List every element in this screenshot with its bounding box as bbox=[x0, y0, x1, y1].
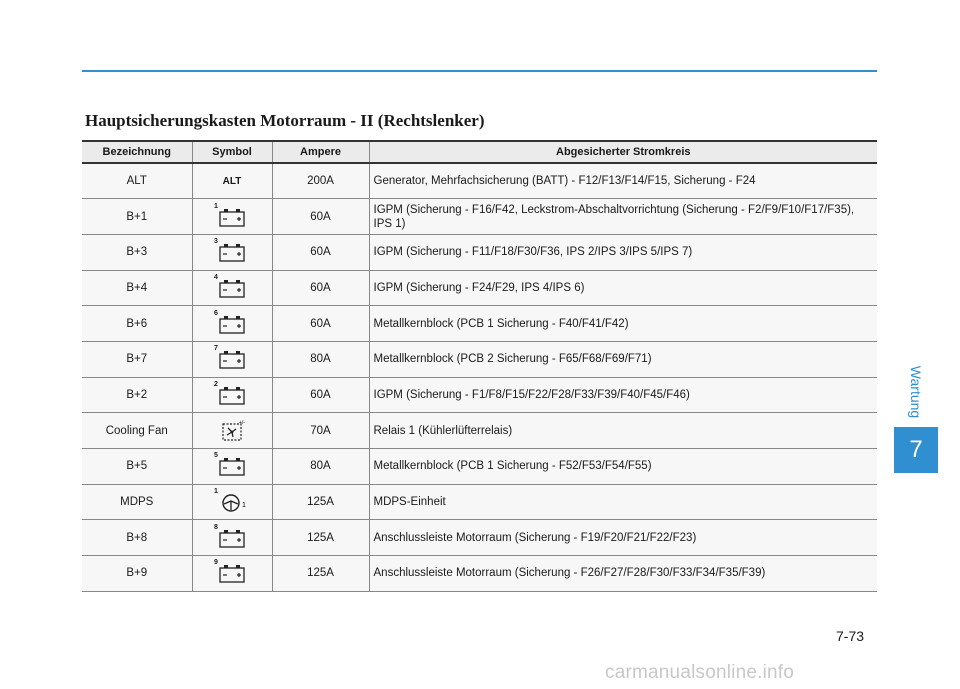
table-row bbox=[82, 234, 877, 270]
designation-cell: Cooling Fan bbox=[82, 413, 192, 449]
ampere-cell: 60A bbox=[272, 306, 369, 342]
circuit-cell: Anschlussleiste Motorraum (Sicherung - F19/F20/F21/F22/F23) bbox=[369, 520, 877, 556]
fuse-table bbox=[82, 140, 877, 592]
alt-symbol-label: ALT bbox=[222, 176, 242, 188]
top-rule bbox=[82, 70, 877, 72]
symbol-number: 9 bbox=[214, 559, 218, 567]
symbol-cell bbox=[192, 234, 272, 270]
table-row bbox=[82, 377, 877, 413]
circuit-cell: Metallkernblock (PCB 1 Sicherung - F40/F41/F42) bbox=[369, 306, 877, 342]
ampere-cell: 200A bbox=[272, 163, 369, 199]
symbol-number: 5 bbox=[214, 452, 218, 460]
ampere-cell: 60A bbox=[272, 234, 369, 270]
table-row bbox=[82, 413, 877, 449]
symbol-cell bbox=[192, 520, 272, 556]
header-designation: Bezeichnung bbox=[82, 141, 192, 163]
symbol-cell bbox=[192, 556, 272, 592]
symbol-cell bbox=[192, 377, 272, 413]
symbol-cell bbox=[192, 449, 272, 485]
symbol-cell bbox=[192, 163, 272, 199]
designation-cell: B+3 bbox=[82, 234, 192, 270]
circuit-cell: Metallkernblock (PCB 2 Sicherung - F65/F68/F69/F71) bbox=[369, 341, 877, 377]
battery-icon bbox=[212, 380, 252, 406]
chapter-side-label-text: Wartung bbox=[908, 365, 924, 419]
steering-wheel-icon bbox=[212, 488, 252, 513]
watermark: carmanualsonline.info bbox=[605, 662, 795, 683]
ampere-cell: 60A bbox=[272, 377, 369, 413]
symbol-number: 4 bbox=[214, 273, 218, 281]
designation-cell: B+4 bbox=[82, 270, 192, 306]
page-number: 7-73 bbox=[836, 628, 865, 644]
table-header-row bbox=[82, 141, 877, 163]
symbol-cell bbox=[192, 413, 272, 449]
chapter-side-label bbox=[894, 360, 938, 424]
table-row bbox=[82, 449, 877, 485]
battery-icon bbox=[212, 345, 252, 370]
battery-icon bbox=[212, 238, 252, 263]
designation-cell: B+2 bbox=[82, 377, 192, 413]
header-circuit: Abgesicherter Stromkreis bbox=[369, 141, 877, 163]
circuit-cell: MDPS-Einheit bbox=[369, 484, 877, 520]
ampere-cell: 70A bbox=[272, 413, 369, 449]
designation-cell: B+5 bbox=[82, 449, 192, 485]
ampere-cell: 60A bbox=[272, 199, 369, 235]
symbol-number: 6 bbox=[214, 309, 218, 317]
fan-icon bbox=[212, 420, 252, 442]
ampere-cell: 125A bbox=[272, 484, 369, 520]
table-row bbox=[82, 306, 877, 342]
symbol-number: 2 bbox=[214, 380, 218, 388]
symbol-number: 1 bbox=[214, 202, 218, 210]
section-heading: Hauptsicherungskasten Motorraum - II (Rechtslenker) bbox=[85, 111, 485, 130]
symbol-number: 3 bbox=[214, 238, 218, 246]
svg-text:1: 1 bbox=[242, 502, 246, 510]
circuit-cell: Metallkernblock (PCB 1 Sicherung - F52/F53/F54/F55) bbox=[369, 449, 877, 485]
symbol-number: 1 bbox=[214, 488, 218, 496]
symbol-cell bbox=[192, 341, 272, 377]
circuit-cell: IGPM (Sicherung - F1/F8/F15/F22/F28/F33/F39/F40/F45/F46) bbox=[369, 377, 877, 413]
symbol-cell bbox=[192, 270, 272, 306]
designation-cell: B+6 bbox=[82, 306, 192, 342]
symbol-number: 8 bbox=[214, 523, 218, 531]
designation-cell: B+1 bbox=[82, 199, 192, 235]
table-row bbox=[82, 163, 877, 199]
circuit-cell: Anschlussleiste Motorraum (Sicherung - F26/F27/F28/F30/F33/F34/F35/F39) bbox=[369, 556, 877, 592]
ampere-cell: 125A bbox=[272, 520, 369, 556]
designation-cell: B+9 bbox=[82, 556, 192, 592]
ampere-cell: 80A bbox=[272, 341, 369, 377]
battery-icon bbox=[212, 452, 252, 477]
ampere-cell: 125A bbox=[272, 556, 369, 592]
ampere-cell: 80A bbox=[272, 449, 369, 485]
symbol-cell bbox=[192, 199, 272, 235]
header-symbol: Symbol bbox=[192, 141, 272, 163]
designation-cell: B+8 bbox=[82, 520, 192, 556]
svg-text:+/-: +/- bbox=[239, 419, 245, 426]
symbol-cell bbox=[192, 306, 272, 342]
ampere-cell: 60A bbox=[272, 270, 369, 306]
table-row bbox=[82, 556, 877, 592]
battery-icon bbox=[212, 559, 252, 584]
circuit-cell: Generator, Mehrfachsicherung (BATT) - F12/F13/F14/F15, Sicherung - F24 bbox=[369, 163, 877, 199]
designation-cell: ALT bbox=[82, 163, 192, 199]
battery-icon bbox=[212, 273, 252, 299]
battery-icon bbox=[212, 523, 252, 549]
designation-cell: MDPS bbox=[82, 484, 192, 520]
circuit-cell: Relais 1 (Kühlerlüfterrelais) bbox=[369, 413, 877, 449]
chapter-tab: 7 bbox=[894, 427, 938, 473]
symbol-cell bbox=[192, 484, 272, 520]
symbol-number: 7 bbox=[214, 345, 218, 353]
battery-icon bbox=[212, 202, 252, 228]
table-row bbox=[82, 341, 877, 377]
table-row bbox=[82, 484, 877, 520]
circuit-cell: IGPM (Sicherung - F24/F29, IPS 4/IPS 6) bbox=[369, 270, 877, 306]
battery-icon bbox=[212, 309, 252, 335]
circuit-cell: IGPM (Sicherung - F16/F42, Leckstrom-Abschaltvorrichtung (Sicherung - F2/F9/F10/F17/F35), IPS 1) bbox=[369, 199, 877, 235]
table-row bbox=[82, 520, 877, 556]
designation-cell: B+7 bbox=[82, 341, 192, 377]
circuit-cell: IGPM (Sicherung - F11/F18/F30/F36, IPS 2/IPS 3/IPS 5/IPS 7) bbox=[369, 234, 877, 270]
table-row bbox=[82, 270, 877, 306]
header-ampere: Ampere bbox=[272, 141, 369, 163]
table-row bbox=[82, 199, 877, 235]
